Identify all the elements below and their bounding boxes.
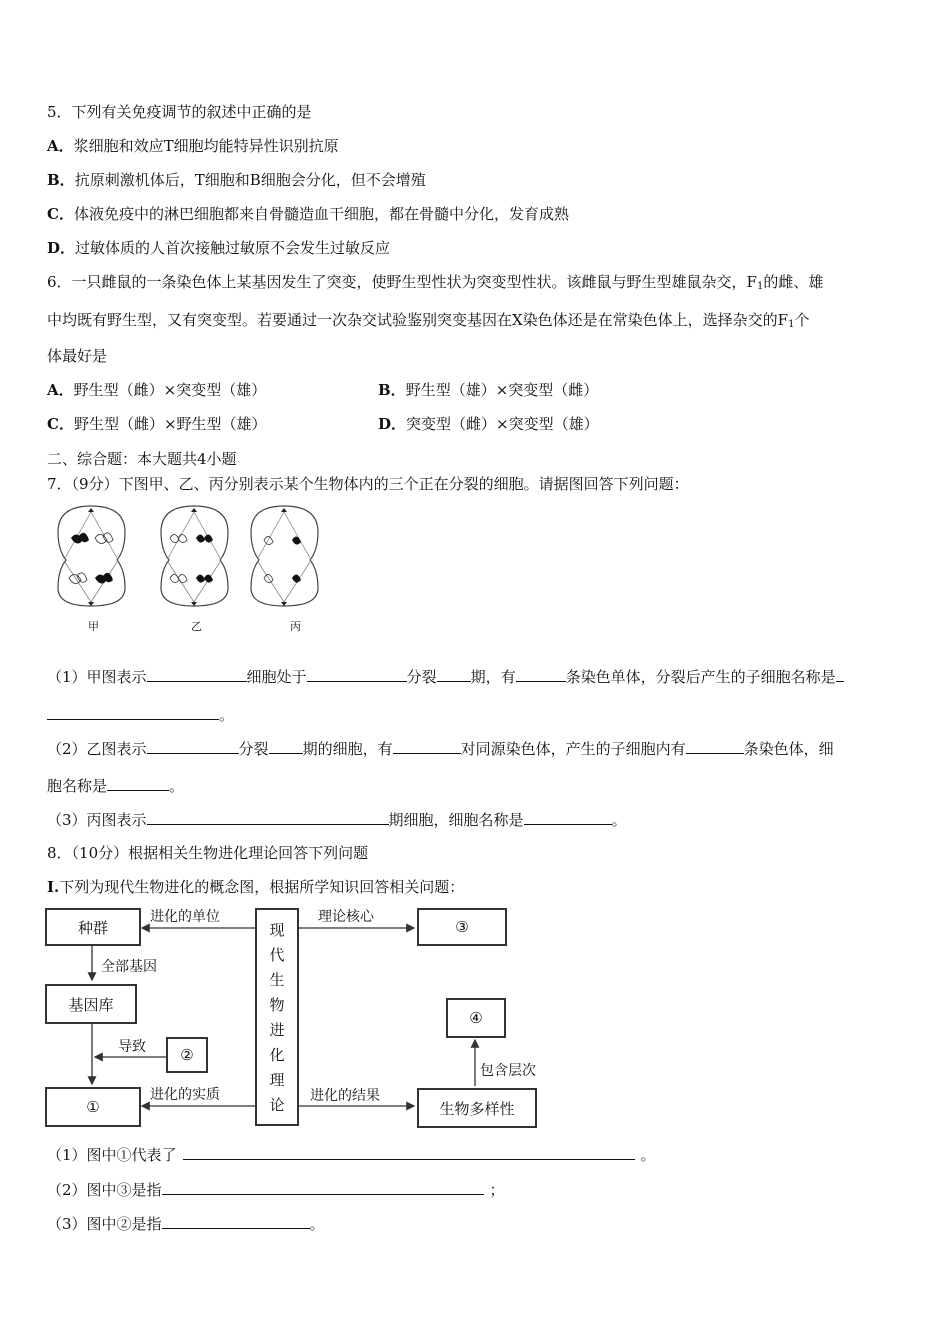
center-char: 理 <box>269 1070 285 1089</box>
q7-sub2-line2 <box>47 774 184 796</box>
q7-sub1-line2 <box>47 703 234 725</box>
center-char: 现 <box>269 920 285 939</box>
option-label: B． <box>378 381 406 399</box>
q6-option-d[interactable] <box>378 414 599 434</box>
section-heading: 二、综合题：本大题共4小题 <box>47 450 237 468</box>
q7-text: 胞名称是 <box>47 777 108 795</box>
q6-text: 6．一只雌鼠的一条染色体上某基因发生了突变，使野生型性状为突变型性状。该雌鼠与野生型雄鼠杂交，F <box>47 273 757 291</box>
q6-stem-line1 <box>47 272 823 297</box>
q8-text: 下列为现代生物进化的概念图，根据所学知识回答相关问题： <box>59 878 465 896</box>
answer-blank[interactable] <box>524 808 612 825</box>
answer-blank[interactable] <box>162 1178 484 1195</box>
q5-option-d[interactable] <box>47 238 390 258</box>
q7-text: 期细胞，细胞名称是 <box>388 811 524 829</box>
q7-text: 细胞处于 <box>246 668 307 686</box>
q8-text: （2）图中③是指 <box>47 1181 162 1199</box>
option-text: 突变型（雌）×突变型（雄） <box>406 415 599 433</box>
q6-text: 的雌、雄 <box>763 273 824 291</box>
answer-blank[interactable] <box>107 774 169 791</box>
option-text: 抗原刺激机体后，T细胞和B细胞会分化，但不会增殖 <box>74 171 426 189</box>
q8-sub1 <box>47 1143 656 1165</box>
option-text: 野生型（雌）×突变型（雄） <box>73 381 267 399</box>
q8-intro <box>47 877 464 897</box>
q6-option-c[interactable] <box>47 414 267 434</box>
box-2: ② <box>166 1037 208 1073</box>
answer-blank[interactable] <box>147 665 247 682</box>
answer-blank[interactable] <box>162 1212 310 1229</box>
option-label: A． <box>47 381 74 399</box>
label-core: 理论核心 <box>318 909 374 925</box>
answer-blank[interactable] <box>147 808 389 825</box>
q7-text: 。 <box>219 706 235 724</box>
box-modern-evolution-theory <box>255 908 299 1126</box>
q6-option-a[interactable] <box>47 380 266 400</box>
answer-blank[interactable] <box>836 665 844 682</box>
q7-text: 。 <box>169 777 185 795</box>
option-label: D． <box>47 239 76 257</box>
answer-blank[interactable] <box>47 703 219 720</box>
label-essence: 进化的实质 <box>150 1087 220 1103</box>
center-char: 物 <box>269 995 285 1014</box>
label-levels: 包含层次 <box>480 1063 536 1079</box>
q7-text: 分裂 <box>406 668 437 686</box>
q7-text: 。 <box>611 811 627 829</box>
q8-text: ； <box>489 1181 505 1199</box>
q5-stem: 5．下列有关免疫调节的叙述中正确的是 <box>47 103 312 121</box>
option-label: A． <box>47 137 74 155</box>
q7-text: 条染色体，细 <box>743 740 834 758</box>
q8-text: （3）图中②是指 <box>47 1215 162 1233</box>
q8-text: （1）图中①代表了 <box>47 1146 177 1164</box>
answer-blank[interactable] <box>147 737 239 754</box>
q5-option-b[interactable] <box>47 170 426 190</box>
label-result: 进化的结果 <box>310 1088 380 1104</box>
label-allgenes: 全部基因 <box>101 959 157 975</box>
q5-option-c[interactable] <box>47 204 569 224</box>
subscript: 1 <box>756 281 764 292</box>
q7-sub2-line1 <box>47 737 834 759</box>
q8-text: 。 <box>309 1215 325 1233</box>
option-text: 浆细胞和效应T细胞均能特异性识别抗原 <box>73 137 339 155</box>
center-char: 代 <box>269 945 285 964</box>
q6-option-b[interactable] <box>378 380 598 400</box>
q7-stem: 7．（9分）下图甲、乙、丙分别表示某个生物体内的三个正在分裂的细胞。请据图回答下列问题： <box>47 475 689 493</box>
q7-text: （3）丙图表示 <box>47 811 147 829</box>
label-cause: 导致 <box>118 1039 146 1055</box>
label-unit: 进化的单位 <box>150 909 220 925</box>
center-char: 生 <box>269 970 285 989</box>
box-3: ③ <box>417 908 507 946</box>
q8-sub3 <box>47 1212 325 1234</box>
q8-sub2 <box>47 1178 505 1200</box>
q7-sub3 <box>47 808 627 830</box>
box-genepool: 基因库 <box>45 984 137 1024</box>
cell-caption-jia: 甲 <box>88 620 99 633</box>
cell-bing <box>251 506 318 606</box>
option-text: 过敏体质的人首次接触过敏原不会发生过敏反应 <box>75 239 391 257</box>
answer-blank[interactable] <box>516 665 566 682</box>
q6-stem-line3: 体最好是 <box>47 347 108 365</box>
q7-sub1-line1 <box>47 665 844 687</box>
cell-jia <box>58 506 125 606</box>
option-text: 野生型（雌）×野生型（雄） <box>73 415 267 433</box>
q7-text: （2）乙图表示 <box>47 740 147 758</box>
cell-caption-yi: 乙 <box>191 620 202 633</box>
box-4: ④ <box>446 998 506 1038</box>
box-diversity: 生物多样性 <box>417 1088 537 1128</box>
q6-text: 个 <box>794 311 810 329</box>
q6-text: 中均既有野生型，又有突变型。若要通过一次杂交试验鉴别突变基因在X染色体还是在常染色体上，选择杂交的F <box>47 311 789 329</box>
q8-stem: 8．（10分）根据相关生物进化理论回答下列问题 <box>47 844 369 862</box>
q7-text: 分裂 <box>238 740 269 758</box>
center-char: 进 <box>269 1020 285 1039</box>
cell-yi <box>161 506 228 606</box>
q8-text: 。 <box>640 1146 656 1164</box>
q7-text: 条染色单体，分裂后产生的子细胞名称是 <box>565 668 836 686</box>
subscript: 1 <box>788 319 795 330</box>
q7-text: 期的细胞，有 <box>302 740 393 758</box>
answer-blank[interactable] <box>686 737 744 754</box>
answer-blank[interactable] <box>183 1143 635 1160</box>
q7-text: （1）甲图表示 <box>47 668 147 686</box>
option-text: 体液免疫中的淋巴细胞都来自骨髓造血干细胞，都在骨髓中分化，发育成熟 <box>73 205 569 223</box>
option-label: C． <box>47 205 74 223</box>
box-1: ① <box>45 1087 141 1127</box>
box-population: 种群 <box>45 908 141 946</box>
roman-numeral: I. <box>47 878 60 896</box>
option-text: 野生型（雄）×突变型（雌） <box>405 381 599 399</box>
q6-stem-line2 <box>47 310 809 335</box>
q7-text: 期，有 <box>470 668 516 686</box>
cell-caption-bing: 丙 <box>290 620 301 633</box>
q5-option-a[interactable] <box>47 136 339 156</box>
center-char: 论 <box>269 1095 285 1114</box>
answer-blank[interactable] <box>437 665 471 682</box>
option-label: B． <box>47 171 75 189</box>
answer-blank[interactable] <box>269 737 303 754</box>
q7-text: 对同源染色体，产生的子细胞内有 <box>460 740 686 758</box>
option-label: C． <box>47 415 74 433</box>
answer-blank[interactable] <box>307 665 407 682</box>
answer-blank[interactable] <box>393 737 461 754</box>
center-char: 化 <box>269 1045 285 1064</box>
option-label: D． <box>378 415 407 433</box>
